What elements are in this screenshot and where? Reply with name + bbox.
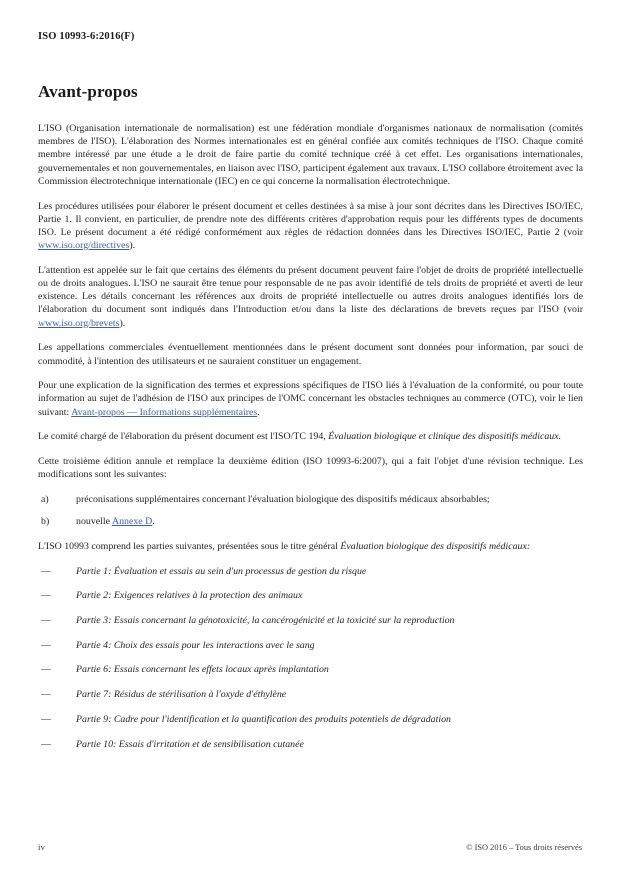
link-avant-propos-informations-supplementaires[interactable]: Avant-propos — Informations supplémentaires [71, 406, 258, 418]
dash-bullet: — [41, 738, 51, 750]
list-item-text: Partie 6: Essais concernant les effets locaux après implantation [76, 664, 329, 676]
list-marker: a) [41, 493, 49, 505]
paragraph-committee [38, 430, 583, 443]
link-annexe-d[interactable]: Annexe D [111, 516, 153, 528]
paragraph-patent-rights [38, 264, 583, 330]
list-item [38, 713, 583, 726]
dash-bullet: — [41, 639, 51, 651]
dash-bullet: — [41, 664, 51, 676]
paragraph-iso-definition: L'ISO (Organisation internationale de normalisation) est une fédération mondiale d'organismes nationaux de normalisation (comités membres de l'ISO). L'élaboration des Normes internationales est en général confiée aux comités techniques de l'ISO. Chaque comité membre intéressé par une étude a le droit de faire partie du comité technique créé à cet effet. Les organisations internationales, gouvernementales et non gouvernementales, en liaison avec l'ISO, participent également aux travaux. L'ISO collabore étroitement avec la Commission électrotechnique internationale (IEC) en ce qui concerne la normalisation électrotechnique. [38, 123, 583, 187]
page-title: Avant-propos [38, 82, 138, 101]
list-item [38, 663, 583, 676]
list-item [38, 614, 583, 627]
list-item-text: Partie 2: Exigences relatives à la protection des animaux [76, 590, 303, 602]
paragraph-series-intro-text-before: L'ISO 10993 comprend les parties suivantes, présentées sous le titre général [38, 540, 341, 552]
running-head: ISO 10993-6:2016(F) [38, 31, 135, 42]
list-item-text: Partie 3: Essais concernant la génotoxicité, la cancérogénicité et la toxicité sur la reproduction [76, 614, 455, 626]
list-item [38, 688, 583, 701]
list-item [38, 589, 583, 602]
paragraph-conformity-assessment [38, 379, 583, 419]
paragraph-conformity-text-after: . [257, 406, 260, 418]
list-item-text: Partie 4: Choix des essais pour les interactions avec le sang [76, 639, 315, 651]
list-item [38, 515, 583, 528]
paragraph-procedures-text-after: ). [129, 240, 136, 252]
list-item-text: Partie 9: Cadre pour l'identification et la quantification des produits potentiels de dégradation [76, 713, 451, 725]
paragraph-edition-notice: Cette troisième édition annule et remplace la deuxième édition (ISO 10993-6:2007), qui a fait l'objet d'une révision technique. Les modifications sont les suivantes: [38, 456, 583, 481]
list-item-text: préconisations supplémentaires concernant l'évaluation biologique des dispositifs médicaux absorbables; [76, 493, 490, 505]
page-content [38, 82, 583, 762]
list-item [38, 493, 583, 506]
paragraph-trade-names: Les appellations commerciales éventuellement mentionnées dans le présent document sont données pour information, par souci de commodité, à l'intention des utilisateurs et ne sauraient constituer un engagement. [38, 342, 583, 367]
modifications-list [38, 493, 583, 528]
dash-bullet: — [41, 689, 51, 701]
list-item-text-after: . [152, 516, 155, 528]
page-number: iv [38, 842, 45, 852]
dash-bullet: — [41, 713, 51, 725]
copyright-notice: © ISO 2016 – Tous droits réservés [466, 843, 582, 852]
link-iso-brevets[interactable]: www.iso.org/brevets [38, 317, 120, 329]
list-marker: b) [41, 516, 50, 528]
committee-scope-title: Évaluation biologique et clinique des dispositifs médicaux. [328, 431, 562, 443]
paragraph-patent-rights-text-after: ). [119, 317, 126, 329]
series-general-title: Évaluation biologique des dispositifs médicaux: [340, 540, 531, 552]
list-item-text: Partie 7: Résidus de stérilisation à l'oxyde d'éthylène [76, 689, 287, 701]
paragraph-conformity-text-before: Pour une explication de la signification des termes et expressions spécifiques de l'ISO liés à l'évaluation de la conformité, ou pour toute information au sujet de l'adhésion de l'ISO aux principes de l'OMC concernant les obstacles techniques au commerce (OTC), voir le lien suivant: [38, 380, 583, 418]
paragraph-series-intro [38, 540, 583, 553]
dash-bullet: — [41, 614, 51, 626]
page-footer [38, 842, 582, 852]
paragraph-committee-text-before: Le comité chargé de l'élaboration du présent document est l'ISO/TC 194, [38, 431, 329, 443]
paragraph-patent-rights-text-before: L'attention est appelée sur le fait que certains des éléments du présent document peuvent faire l'objet de droits de propriété intellectuelle ou de droits analogues. L'ISO ne saurait être tenue pour responsable de ne pas avoir identifié de tels droits de propriété et averti de leur existence. Les détails concernant les références aux droits de propriété intellectuelle ou autres droits analogues identifiés lors de l'élaboration du document sont indiqués dans l'Introduction et/ou dans la liste des déclarations de brevets reçues par l'ISO (voir [38, 264, 583, 316]
list-item [38, 639, 583, 652]
list-item-text: nouvelle [76, 516, 112, 528]
list-item [38, 738, 583, 751]
dash-bullet: — [41, 590, 51, 602]
paragraph-procedures-text-before: Les procédures utilisées pour élaborer le présent document et celles destinées à sa mise à jour sont décrites dans les Directives ISO/IEC, Partie 1. Il convient, en particulier, de prendre note des différents critères d'approbation requis pour les différents types de documents ISO. Le présent document a été rédigé conformément aux règles de rédaction données dans les Directives ISO/IEC, Partie 2 (voir [38, 200, 583, 238]
list-item-text: Partie 10: Essais d'irritation et de sensibilisation cutanée [76, 738, 304, 750]
link-iso-directives[interactable]: www.iso.org/directives [38, 240, 130, 252]
dash-bullet: — [41, 565, 51, 577]
list-item-text: Partie 1: Évaluation et essais au sein d'un processus de gestion du risque [76, 565, 367, 577]
paragraph-procedures [38, 200, 583, 253]
parts-list [38, 565, 583, 751]
list-item [38, 565, 583, 578]
